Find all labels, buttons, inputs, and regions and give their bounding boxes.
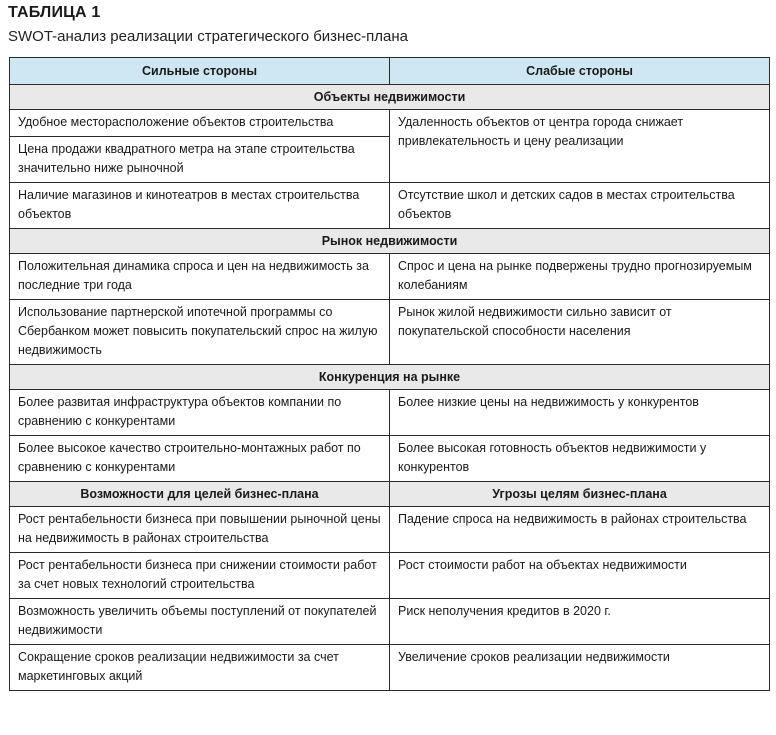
section-market: Рынок недвижимости (10, 229, 770, 254)
threat-cell: Увеличение сроков реализации недвижимости (390, 645, 770, 691)
table-row (10, 183, 770, 229)
swot-table (9, 57, 770, 691)
threats-header: Угрозы целям бизнес-плана (390, 482, 770, 507)
opportunities-header: Возможности для целей бизнес-плана (10, 482, 390, 507)
strength-cell: Более высокое качество строительно-монтажных работ по сравнению с конкурентами (10, 436, 390, 482)
weakness-cell: Рынок жилой недвижимости сильно зависит от покупательской способности населения (390, 300, 770, 365)
table-row (10, 436, 770, 482)
weakness-cell: Спрос и цена на рынке подвержены трудно прогнозируемым колебаниям (390, 254, 770, 300)
ot-header-row (10, 482, 770, 507)
strength-cell: Более развитая инфраструктура объектов компании по сравнению с конкурентами (10, 390, 390, 436)
weakness-cell: Более низкие цены на недвижимость у конкурентов (390, 390, 770, 436)
table-row (10, 553, 770, 599)
section-row (10, 229, 770, 254)
threat-cell: Рост стоимости работ на объектах недвижимости (390, 553, 770, 599)
table-row (10, 599, 770, 645)
section-competition: Конкуренция на рынке (10, 365, 770, 390)
section-objects: Объекты недвижимости (10, 85, 770, 110)
weakness-cell: Отсутствие школ и детских садов в местах строительства объектов (390, 183, 770, 229)
opportunity-cell: Рост рентабельности бизнеса при повышении рыночной цены на недвижимость в районах строительства (10, 507, 390, 553)
section-row (10, 365, 770, 390)
table-row (10, 645, 770, 691)
strength-cell: Использование партнерской ипотечной программы со Сбербанком может повысить покупательский спрос на жилую недвижимость (10, 300, 390, 365)
threat-cell: Падение спроса на недвижимость в районах строительства (390, 507, 770, 553)
strength-cell: Положительная динамика спроса и цен на недвижимость за последние три года (10, 254, 390, 300)
strength-cell: Цена продажи квадратного метра на этапе строительства значительно ниже рыночной (10, 137, 390, 183)
strengths-header: Сильные стороны (10, 58, 390, 85)
opportunity-cell: Сокращение сроков реализации недвижимости за счет маркетинговых акций (10, 645, 390, 691)
table-number-title: ТАБЛИЦА 1 (8, 4, 101, 21)
table-caption: SWOT-анализ реализации стратегического бизнес-плана (8, 28, 409, 45)
header-row (10, 58, 770, 85)
table-row (10, 254, 770, 300)
threat-cell: Риск неполучения кредитов в 2020 г. (390, 599, 770, 645)
opportunity-cell: Возможность увеличить объемы поступлений от покупателей недвижимости (10, 599, 390, 645)
table-row (10, 300, 770, 365)
opportunity-cell: Рост рентабельности бизнеса при снижении стоимости работ за счет новых технологий строительства (10, 553, 390, 599)
weakness-cell: Более высокая готовность объектов недвижимости у конкурентов (390, 436, 770, 482)
weakness-cell: Удаленность объектов от центра города снижает привлекательность и цену реализации (390, 110, 770, 183)
table-row (10, 390, 770, 436)
weaknesses-header: Слабые стороны (390, 58, 770, 85)
table-row (10, 507, 770, 553)
strength-cell: Наличие магазинов и кинотеатров в местах строительства объектов (10, 183, 390, 229)
strength-cell: Удобное месторасположение объектов строительства (10, 110, 390, 137)
table-row (10, 110, 770, 137)
section-row (10, 85, 770, 110)
